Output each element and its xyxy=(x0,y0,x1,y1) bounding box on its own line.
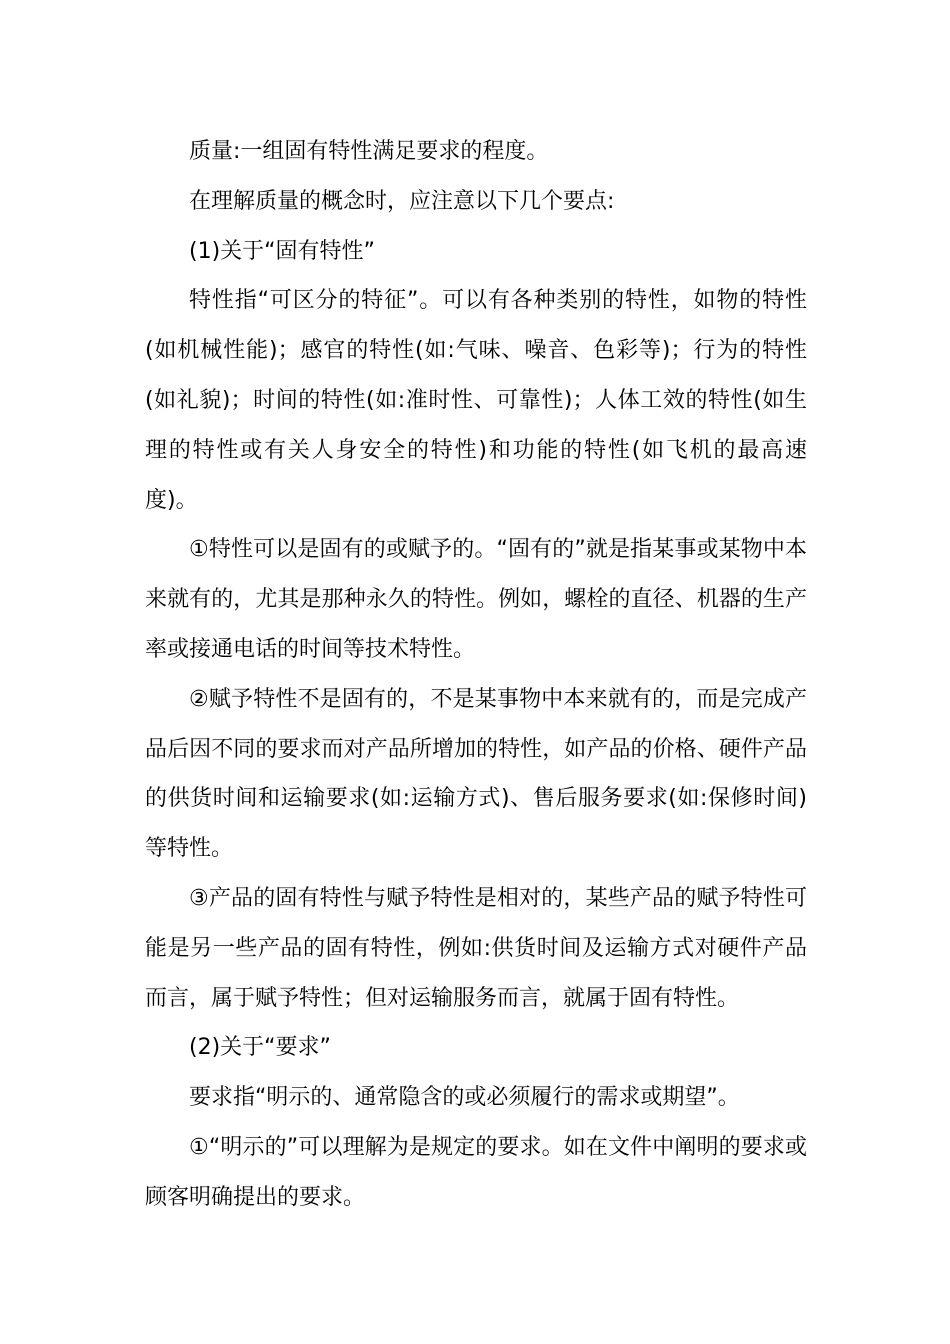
paragraph-requirement-definition: 要求指“明示的、通常隐含的或必须履行的需求或期望”。 xyxy=(189,1085,740,1111)
paragraph-key-points-intro: 在理解质量的概念时，应注意以下几个要点: xyxy=(189,188,615,214)
paragraph-explicit-requirement: ①“明示的”可以理解为是规定的要求。如在文件中阐明的要求或顾客明确提出的要求。 xyxy=(145,1134,807,1210)
paragraph-point-1: ①特性可以是固有的或赋予的。“固有的”就是指某事或某物中本来就有的，尤其是那种永久的特性。例如，螺栓的直径、机器的生产率或接通电话的时间等技术特性。 xyxy=(145,537,807,662)
paragraph-quality-definition: 质量:一组固有特性满足要求的程度。 xyxy=(189,139,549,164)
paragraph-point-2: ②赋予特性不是固有的，不是某事物中本来就有的，而是完成产品后因不同的要求而对产品所增加的特性，如产品的价格、硬件产品的供货时间和运输要求(如:运输方式)、售后服务要求(如:保修时间)等特性。 xyxy=(145,686,807,862)
paragraph-characteristic-definition: 特性指“可区分的特征”。可以有各种类别的特性，如物的特性(如机械性能)；感官的特性(如:气味、噪音、色彩等)；行为的特性(如礼貌)；时间的特性(如:准时性、可靠性)；人体工效的特性(如生理的特性或有关人身安全的特性)和功能的特性(如飞机的最高速度)。 xyxy=(145,288,807,513)
heading-inherent-characteristics: (1)关于“固有特性” xyxy=(189,238,375,264)
heading-requirements: (2)关于“要求” xyxy=(189,1035,331,1061)
document-body xyxy=(145,127,807,1223)
paragraph-point-3: ③产品的固有特性与赋予特性是相对的，某些产品的赋予特性可能是另一些产品的固有特性，例如:供货时间及运输方式对硬件产品而言，属于赋予特性；但对运输服务而言，就属于固有特性。 xyxy=(145,885,807,1011)
